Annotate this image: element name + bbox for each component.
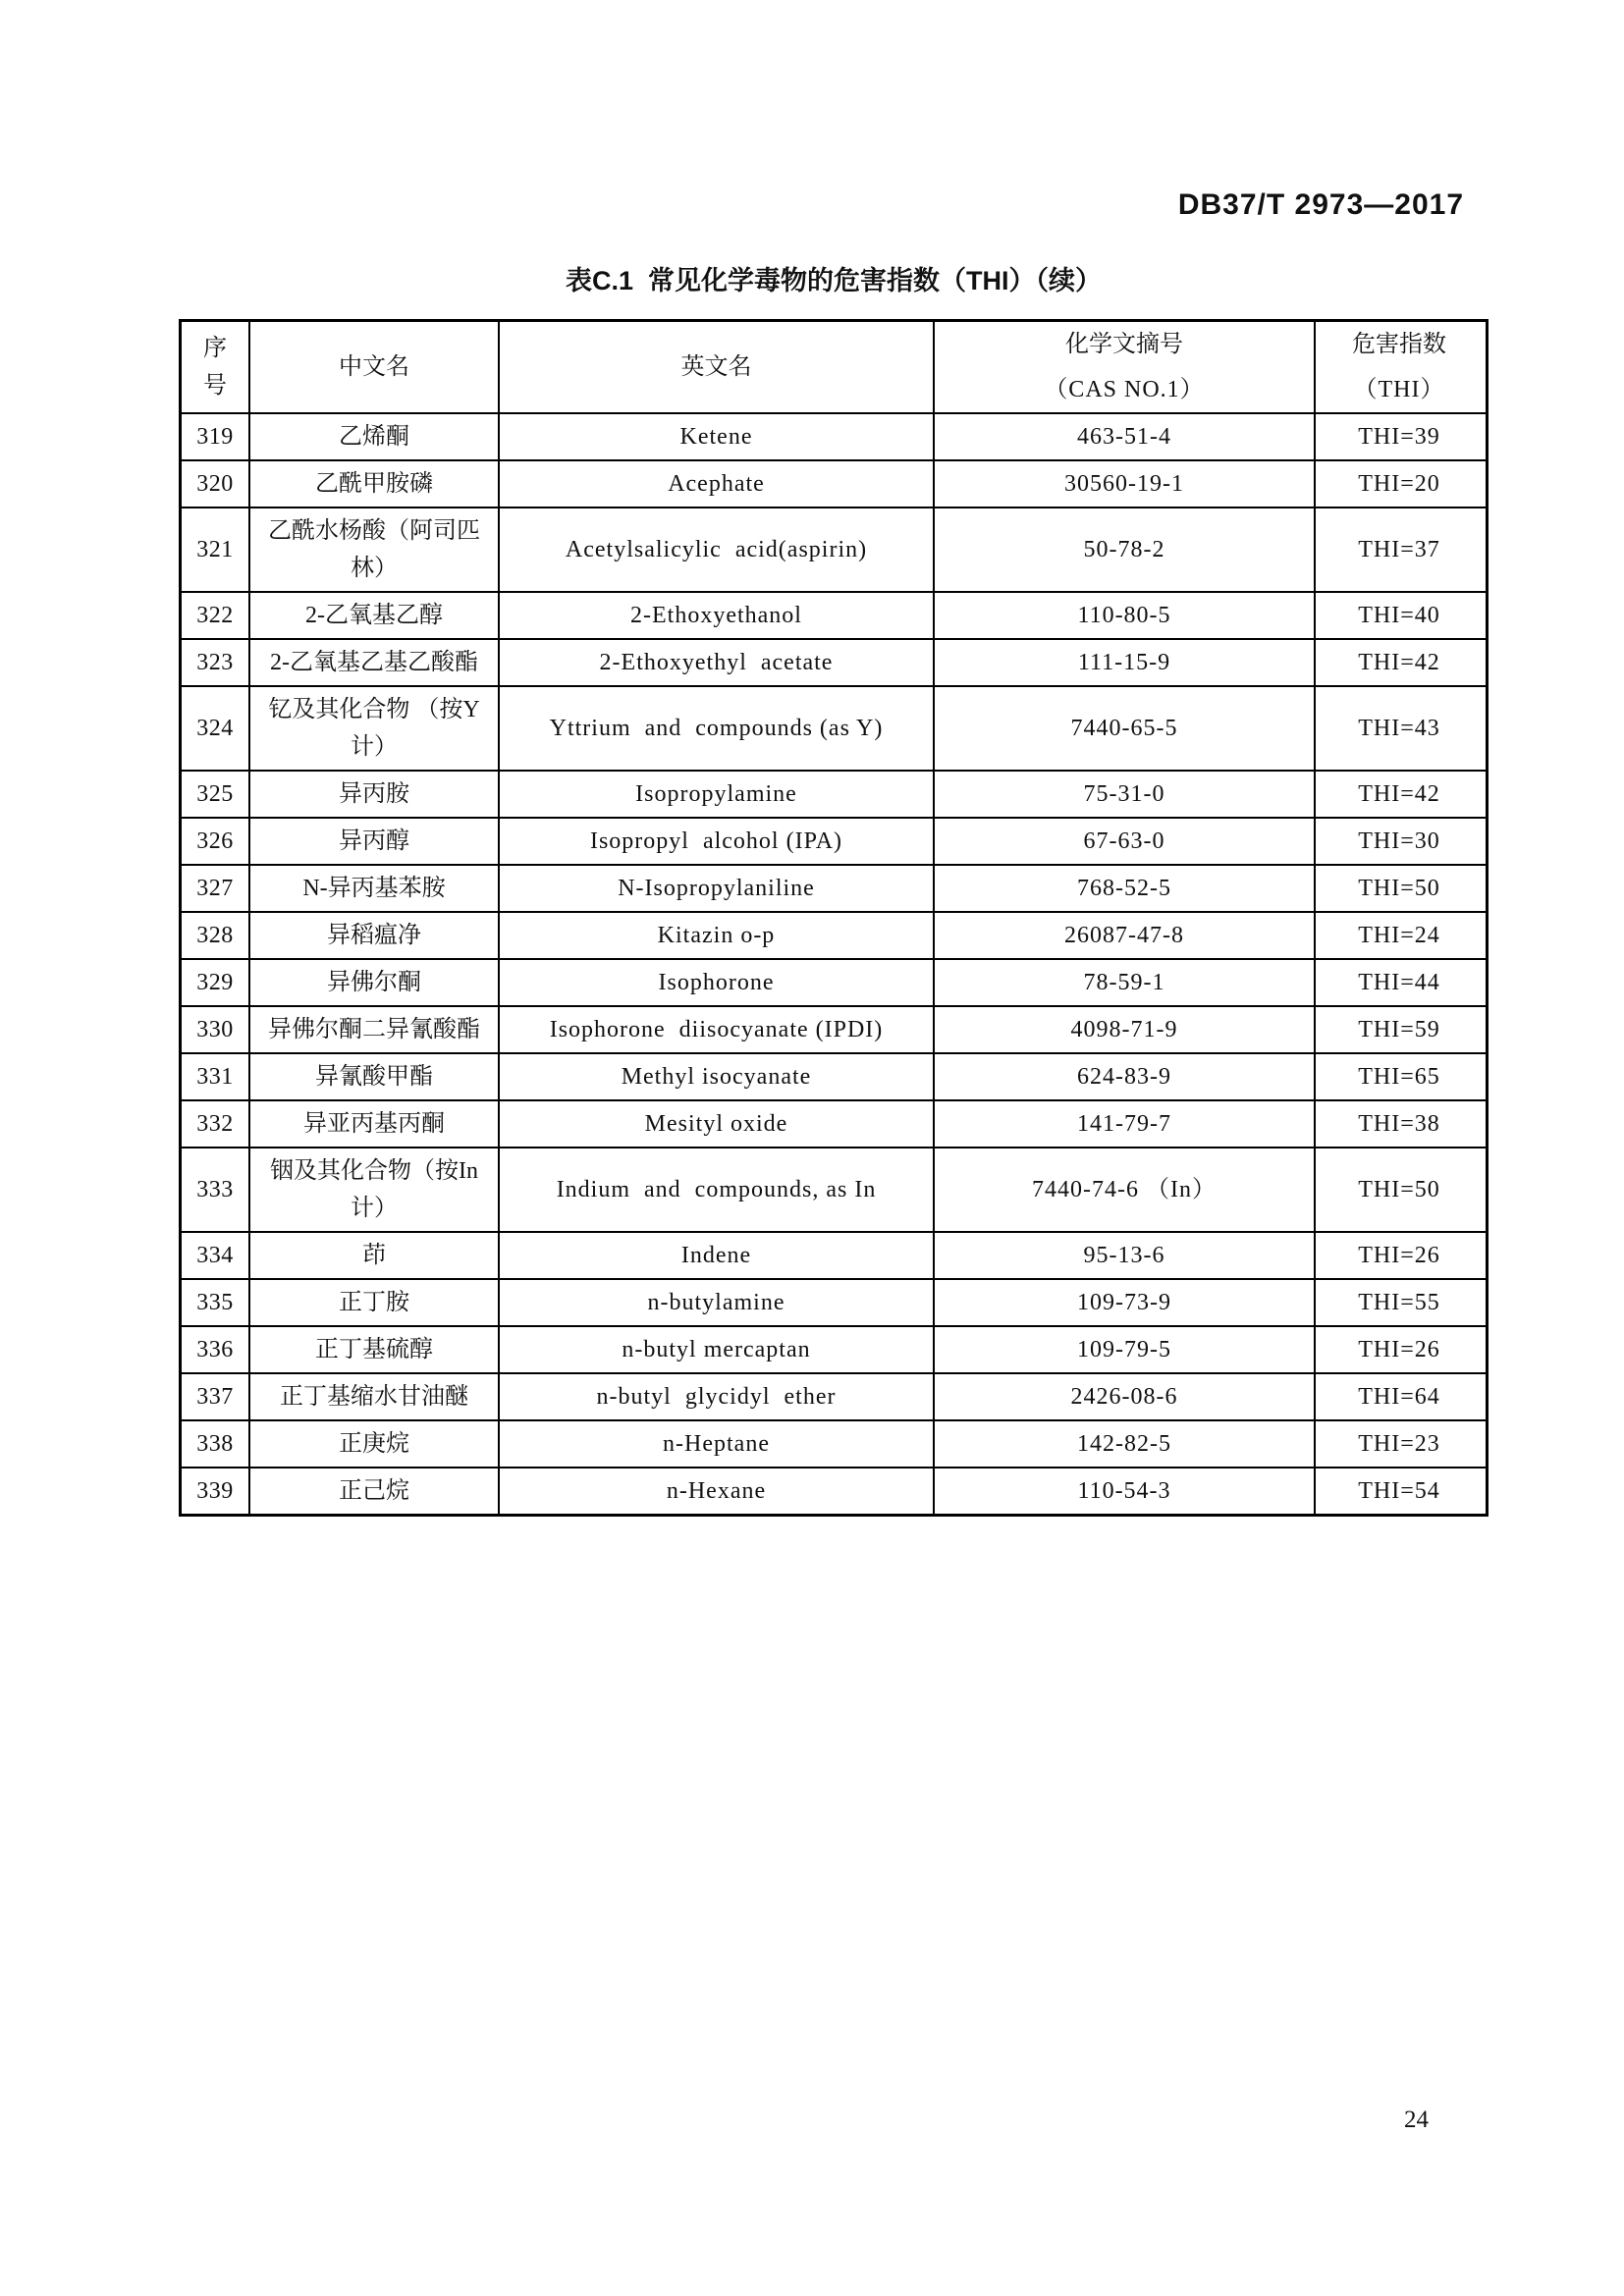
- english-name-cell: n-butylamine: [500, 1280, 935, 1325]
- table-row: [182, 1007, 1486, 1054]
- row-number-cell: 339: [182, 1468, 250, 1514]
- english-name-cell: Acetylsalicylic acid(aspirin): [500, 508, 935, 591]
- row-number-cell: 337: [182, 1374, 250, 1419]
- chinese-name-cell: 乙酰水杨酸（阿司匹林）: [250, 508, 500, 591]
- table-title: 表C.1 常见化学毒物的危害指数（THI）（续）: [565, 266, 1102, 295]
- row-number-cell: 336: [182, 1327, 250, 1372]
- table-row: [182, 866, 1486, 913]
- cas-number-cell: 768-52-5: [935, 866, 1316, 911]
- table-row: [182, 913, 1486, 960]
- row-number-cell: 322: [182, 593, 250, 638]
- thi-value-cell: THI=44: [1358, 970, 1440, 995]
- row-number-cell: 332: [182, 1101, 250, 1147]
- row-number-cell: 320: [182, 461, 250, 507]
- cas-number-cell: 2426-08-6: [935, 1374, 1316, 1419]
- table-row: [182, 1280, 1486, 1327]
- cas-number-cell: 463-51-4: [935, 414, 1316, 459]
- table-row: [182, 772, 1486, 819]
- thi-value-cell: THI=50: [1358, 876, 1440, 901]
- cas-number-cell: 111-15-9: [935, 640, 1316, 685]
- cas-header-line2: （CAS NO.1）: [1044, 377, 1205, 402]
- thi-value-cell: THI=26: [1358, 1337, 1440, 1362]
- cas-number-cell: 4098-71-9: [935, 1007, 1316, 1052]
- thi-table: [179, 319, 1489, 1517]
- chinese-name-cell: 2-乙氧基乙基乙酸酯: [250, 640, 500, 685]
- english-name-cell: Isophorone: [500, 960, 935, 1005]
- english-name-cell: Kitazin o-p: [500, 913, 935, 958]
- english-name-cell: n-Heptane: [500, 1421, 935, 1467]
- column-header-number-label: 序号: [203, 336, 227, 399]
- chinese-name-cell: 异丙胺: [250, 772, 500, 817]
- chinese-name-cell: 正庚烷: [250, 1421, 500, 1467]
- row-number-cell: 338: [182, 1421, 250, 1467]
- english-name-cell: Yttrium and compounds (as Y): [500, 687, 935, 770]
- thi-header-line1: 危害指数: [1352, 332, 1446, 357]
- thi-value-cell: THI=42: [1358, 650, 1440, 675]
- cas-number-cell: 110-54-3: [935, 1468, 1316, 1514]
- row-number-cell: 335: [182, 1280, 250, 1325]
- cas-number-cell: 78-59-1: [935, 960, 1316, 1005]
- cas-header-line1: 化学文摘号: [1065, 332, 1183, 357]
- english-name-cell: n-butyl mercaptan: [500, 1327, 935, 1372]
- chinese-name-cell: 正丁基硫醇: [250, 1327, 500, 1372]
- chinese-name-cell: 异稻瘟净: [250, 913, 500, 958]
- chinese-name-cell: 正丁胺: [250, 1280, 500, 1325]
- english-name-cell: Indium and compounds, as In: [500, 1148, 935, 1231]
- english-name-cell: Indene: [500, 1233, 935, 1278]
- english-name-cell: Methyl isocyanate: [500, 1054, 935, 1099]
- table-row: [182, 960, 1486, 1007]
- row-number-cell: 329: [182, 960, 250, 1005]
- english-name-cell: Acephate: [500, 461, 935, 507]
- thi-value-cell: THI=54: [1358, 1478, 1440, 1504]
- table-row: [182, 1468, 1486, 1514]
- column-header-cas-number: [935, 322, 1316, 412]
- row-number-cell: 324: [182, 687, 250, 770]
- row-number-cell: 326: [182, 819, 250, 864]
- cas-number-cell: 50-78-2: [935, 508, 1316, 591]
- cas-number-cell: 142-82-5: [935, 1421, 1316, 1467]
- table-row: [182, 593, 1486, 640]
- cas-number-cell: 624-83-9: [935, 1054, 1316, 1099]
- table-row: [182, 1233, 1486, 1280]
- thi-value-cell: THI=42: [1358, 781, 1440, 807]
- thi-value-cell: THI=23: [1358, 1431, 1440, 1457]
- column-header-thi: [1316, 322, 1483, 412]
- table-row: [182, 819, 1486, 866]
- table-row: [182, 640, 1486, 687]
- chinese-name-cell: 乙酰甲胺磷: [250, 461, 500, 507]
- chinese-name-cell: 正己烷: [250, 1468, 500, 1514]
- thi-value-cell: THI=37: [1358, 537, 1440, 562]
- english-name-cell: 2-Ethoxyethyl acetate: [500, 640, 935, 685]
- column-header-number: [182, 322, 250, 412]
- thi-value-cell: THI=55: [1358, 1290, 1440, 1315]
- thi-value-cell: THI=20: [1358, 471, 1440, 497]
- cas-number-cell: 67-63-0: [935, 819, 1316, 864]
- table-row: [182, 1374, 1486, 1421]
- table-row: [182, 508, 1486, 593]
- chinese-name-cell: 茚: [250, 1233, 500, 1278]
- thi-value-cell: THI=64: [1358, 1384, 1440, 1410]
- cas-number-cell: 7440-74-6 （In）: [935, 1148, 1316, 1231]
- english-name-cell: n-Hexane: [500, 1468, 935, 1514]
- table-row: [182, 1148, 1486, 1233]
- row-number-cell: 328: [182, 913, 250, 958]
- thi-value-cell: THI=39: [1358, 424, 1440, 450]
- cas-number-cell: 95-13-6: [935, 1233, 1316, 1278]
- chinese-name-cell: 异佛尔酮二异氰酸酯: [250, 1007, 500, 1052]
- thi-value-cell: THI=24: [1358, 923, 1440, 948]
- table-row: [182, 461, 1486, 508]
- english-name-cell: Ketene: [500, 414, 935, 459]
- english-name-cell: 2-Ethoxyethanol: [500, 593, 935, 638]
- chinese-name-cell: 钇及其化合物 （按Y计）: [250, 687, 500, 770]
- thi-value-cell: THI=38: [1358, 1111, 1440, 1137]
- table-row: [182, 1101, 1486, 1148]
- cas-number-cell: 26087-47-8: [935, 913, 1316, 958]
- row-number-cell: 327: [182, 866, 250, 911]
- cas-number-cell: 30560-19-1: [935, 461, 1316, 507]
- table-row: [182, 1054, 1486, 1101]
- chinese-name-cell: 异佛尔酮: [250, 960, 500, 1005]
- column-header-chinese-name: [250, 322, 500, 412]
- column-header-english-name: [500, 322, 935, 412]
- table-row: [182, 687, 1486, 772]
- cas-number-cell: 7440-65-5: [935, 687, 1316, 770]
- chinese-name-cell: 异亚丙基丙酮: [250, 1101, 500, 1147]
- english-name-cell: Mesityl oxide: [500, 1101, 935, 1147]
- table-row: [182, 414, 1486, 461]
- chinese-name-cell: 异氰酸甲酯: [250, 1054, 500, 1099]
- thi-header-line2: （THI）: [1353, 377, 1445, 402]
- english-name-cell: Isopropyl alcohol (IPA): [500, 819, 935, 864]
- english-name-cell: N-Isopropylaniline: [500, 866, 935, 911]
- english-name-cell: Isophorone diisocyanate (IPDI): [500, 1007, 935, 1052]
- thi-value-cell: THI=65: [1358, 1064, 1440, 1090]
- row-number-cell: 330: [182, 1007, 250, 1052]
- thi-value-cell: THI=26: [1358, 1243, 1440, 1268]
- chinese-name-cell: N-异丙基苯胺: [250, 866, 500, 911]
- thi-value-cell: THI=59: [1358, 1017, 1440, 1042]
- chinese-name-cell: 2-乙氧基乙醇: [250, 593, 500, 638]
- row-number-cell: 333: [182, 1148, 250, 1231]
- column-header-chinese-name-label: 中文名: [339, 354, 409, 380]
- cas-number-cell: 109-79-5: [935, 1327, 1316, 1372]
- row-number-cell: 331: [182, 1054, 250, 1099]
- cas-number-cell: 75-31-0: [935, 772, 1316, 817]
- thi-value-cell: THI=43: [1358, 716, 1440, 741]
- cas-number-cell: 141-79-7: [935, 1101, 1316, 1147]
- chinese-name-cell: 正丁基缩水甘油醚: [250, 1374, 500, 1419]
- chinese-name-cell: 异丙醇: [250, 819, 500, 864]
- chinese-name-cell: 铟及其化合物（按In计）: [250, 1148, 500, 1231]
- column-header-english-name-label: 英文名: [680, 354, 752, 380]
- row-number-cell: 321: [182, 508, 250, 591]
- thi-value-cell: THI=30: [1358, 828, 1440, 854]
- table-row: [182, 1421, 1486, 1468]
- row-number-cell: 325: [182, 772, 250, 817]
- cas-number-cell: 110-80-5: [935, 593, 1316, 638]
- table-header-row: [182, 322, 1486, 414]
- row-number-cell: 319: [182, 414, 250, 459]
- thi-value-cell: THI=40: [1358, 603, 1440, 628]
- table-row: [182, 1327, 1486, 1374]
- english-name-cell: Isopropylamine: [500, 772, 935, 817]
- row-number-cell: 334: [182, 1233, 250, 1278]
- thi-value-cell: THI=50: [1358, 1177, 1440, 1202]
- cas-number-cell: 109-73-9: [935, 1280, 1316, 1325]
- chinese-name-cell: 乙烯酮: [250, 414, 500, 459]
- english-name-cell: n-butyl glycidyl ether: [500, 1374, 935, 1419]
- standard-code-header: DB37/T 2973—2017: [1177, 188, 1464, 221]
- row-number-cell: 323: [182, 640, 250, 685]
- page-number: 24: [1404, 2107, 1429, 2133]
